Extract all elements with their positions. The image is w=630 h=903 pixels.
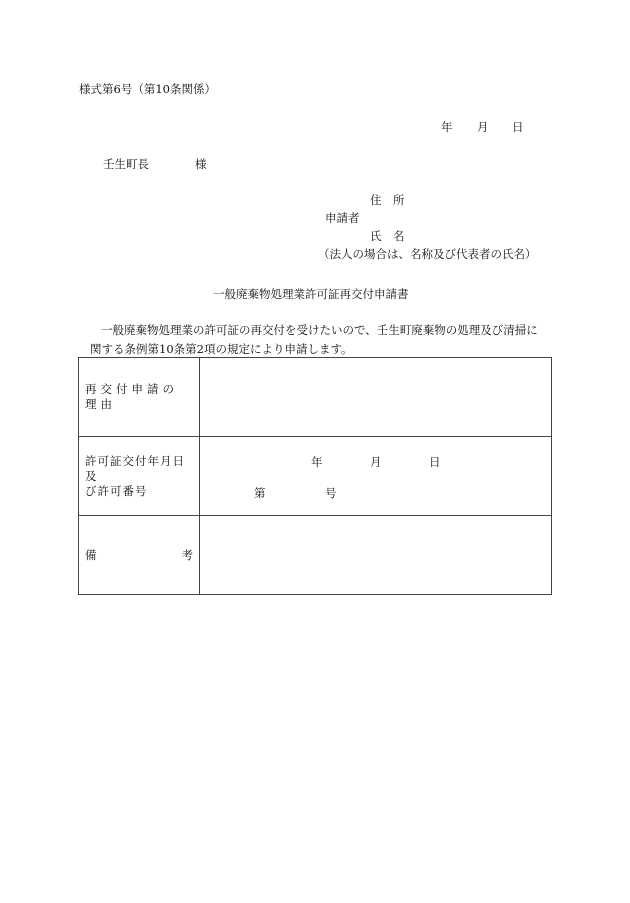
permit-label-line-1: 許可証交付年月日及 <box>85 453 185 483</box>
address-label: 住 所 <box>370 193 405 207</box>
corporate-note: （法人の場合は、名称及び代表者の氏名） <box>318 247 537 261</box>
addressee-honorific: 様 <box>195 157 207 171</box>
remarks-label <box>79 516 200 595</box>
addressee-name: 壬生町長 <box>103 157 149 171</box>
permit-label <box>79 437 200 516</box>
permit-year: 年 <box>311 455 323 469</box>
permit-label-line-2: び許可番号 <box>85 483 148 498</box>
permit-day: 日 <box>429 455 441 469</box>
remarks-right: 考 <box>181 547 193 562</box>
applicant-label: 申請者 <box>325 211 360 225</box>
table-row-reason <box>79 358 552 437</box>
permit-month: 月 <box>370 455 382 469</box>
name-label: 氏 名 <box>370 229 405 243</box>
date-day: 日 <box>512 120 524 134</box>
remarks-left: 備 <box>85 547 97 562</box>
date-month: 月 <box>477 120 489 134</box>
reason-label: 再交付申請の理由 <box>79 358 200 437</box>
body-line-2: 関する条例第10条第2項の規定により申請します。 <box>90 342 353 356</box>
table-row-permit <box>79 437 552 516</box>
body-line-1: 一般廃棄物処理業の許可証の再交付を受けたいので、壬生町廃棄物の処理及び清掃に <box>101 323 538 337</box>
date-year: 年 <box>441 120 453 134</box>
number-prefix: 第 <box>254 486 266 500</box>
document-title: 一般廃棄物処理業許可証再交付申請書 <box>213 287 409 301</box>
number-suffix: 号 <box>325 486 337 500</box>
application-table <box>78 357 552 595</box>
remarks-field[interactable] <box>200 516 552 595</box>
permit-field[interactable] <box>200 437 552 516</box>
reason-field[interactable] <box>200 358 552 437</box>
table-row-remarks <box>79 516 552 595</box>
form-number: 様式第6号（第10条関係） <box>79 82 216 96</box>
